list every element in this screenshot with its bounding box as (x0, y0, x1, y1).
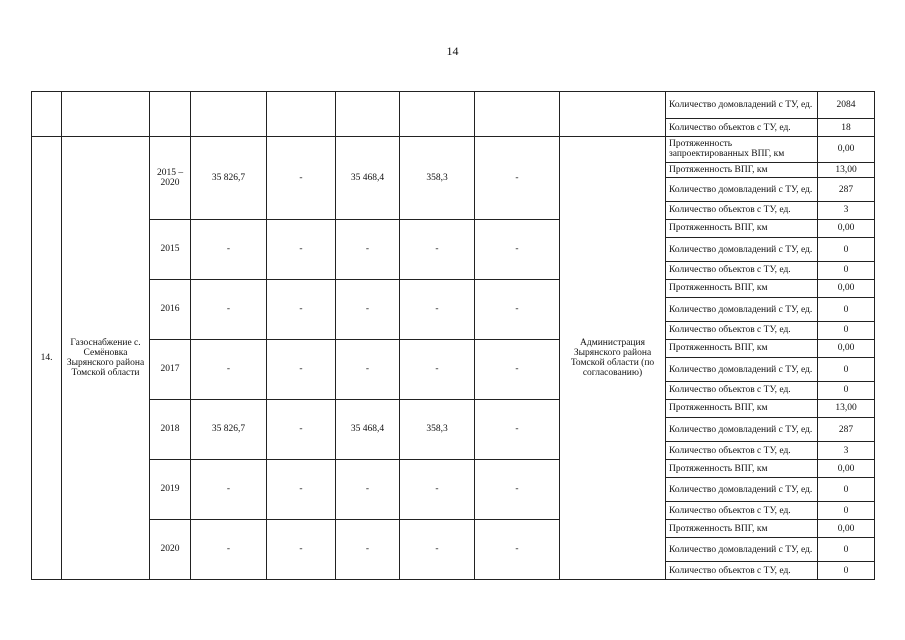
local-budget-cell: - (400, 219, 475, 279)
indicator-label: Протяженность запроектированных ВПГ, км (666, 136, 818, 162)
indicator-value: 0 (818, 238, 875, 262)
indicator-label: Количество объектов с ТУ, ед. (666, 382, 818, 399)
indicator-value: 0 (818, 502, 875, 519)
period-cell: 2016 (150, 279, 191, 339)
cell-empty (267, 92, 336, 137)
indicator-value: 0 (818, 562, 875, 580)
indicator-label: Протяженность ВПГ, км (666, 162, 818, 177)
total-funding-cell: - (191, 339, 267, 399)
indicator-value: 0 (818, 262, 875, 279)
federal-budget-cell: - (267, 219, 336, 279)
federal-budget-cell: - (267, 279, 336, 339)
program-table (31, 91, 875, 580)
item-number: 14. (32, 136, 62, 579)
table-row (32, 279, 875, 298)
total-funding-cell: - (191, 279, 267, 339)
period-cell: 2019 (150, 459, 191, 519)
indicator-value: 0,00 (818, 339, 875, 358)
cell-empty (62, 92, 150, 137)
indicator-value: 0,00 (818, 459, 875, 478)
indicator-value: 0,00 (818, 279, 875, 298)
federal-budget-cell: - (267, 459, 336, 519)
regional-budget-cell: - (336, 279, 400, 339)
indicator-value: 0,00 (818, 136, 875, 162)
federal-budget-cell: - (267, 339, 336, 399)
indicator-label: Количество объектов с ТУ, ед. (666, 562, 818, 580)
extra-budget-cell: - (475, 399, 560, 459)
indicator-value: 0 (818, 538, 875, 562)
indicator-label: Количество объектов с ТУ, ед. (666, 442, 818, 459)
indicator-value: 0 (818, 298, 875, 322)
cell-empty (400, 92, 475, 137)
table-row (32, 519, 875, 538)
regional-budget-cell: - (336, 459, 400, 519)
extra-budget-cell: - (475, 136, 560, 219)
indicator-label: Количество домовладений с ТУ, ед. (666, 358, 818, 382)
cell-empty (32, 92, 62, 137)
regional-budget-cell: 35 468,4 (336, 136, 400, 219)
item-name: Газоснабжение с. Семёновка Зырянского района Томской области (62, 136, 150, 579)
total-funding-cell: 35 826,7 (191, 399, 267, 459)
table-row (32, 399, 875, 418)
local-budget-cell: - (400, 339, 475, 399)
cell-empty (560, 92, 666, 137)
indicator-label: Количество объектов с ТУ, ед. (666, 202, 818, 219)
indicator-label: Количество объектов с ТУ, ед. (666, 119, 818, 136)
indicator-label: Протяженность ВПГ, км (666, 399, 818, 418)
local-budget-cell: - (400, 279, 475, 339)
regional-budget-cell: 35 468,4 (336, 399, 400, 459)
indicator-value: 2084 (818, 92, 875, 119)
cell-empty (475, 92, 560, 137)
indicator-value: 0,00 (818, 519, 875, 538)
total-funding-cell: - (191, 219, 267, 279)
indicator-value: 18 (818, 119, 875, 136)
indicator-value: 287 (818, 418, 875, 442)
regional-budget-cell: - (336, 339, 400, 399)
cell-empty (336, 92, 400, 137)
cell-empty (150, 92, 191, 137)
extra-budget-cell: - (475, 339, 560, 399)
regional-budget-cell: - (336, 219, 400, 279)
indicator-value: 0,00 (818, 219, 875, 238)
indicator-label: Количество домовладений с ТУ, ед. (666, 178, 818, 202)
indicator-value: 287 (818, 178, 875, 202)
indicator-label: Количество объектов с ТУ, ед. (666, 262, 818, 279)
total-funding-cell: - (191, 519, 267, 579)
indicator-label: Количество домовладений с ТУ, ед. (666, 298, 818, 322)
indicator-label: Количество домовладений с ТУ, ед. (666, 238, 818, 262)
indicator-value: 3 (818, 202, 875, 219)
indicator-label: Протяженность ВПГ, км (666, 519, 818, 538)
period-cell: 2017 (150, 339, 191, 399)
table-row (32, 339, 875, 358)
local-budget-cell: - (400, 459, 475, 519)
indicator-value: 13,00 (818, 162, 875, 177)
indicator-label: Количество домовладений с ТУ, ед. (666, 478, 818, 502)
federal-budget-cell: - (267, 399, 336, 459)
federal-budget-cell: - (267, 136, 336, 219)
indicator-label: Количество объектов с ТУ, ед. (666, 322, 818, 339)
extra-budget-cell: - (475, 519, 560, 579)
indicator-label: Протяженность ВПГ, км (666, 459, 818, 478)
table-row (32, 459, 875, 478)
indicator-value: 0 (818, 382, 875, 399)
indicator-label: Количество домовладений с ТУ, ед. (666, 538, 818, 562)
total-funding-cell: - (191, 459, 267, 519)
indicator-label: Протяженность ВПГ, км (666, 219, 818, 238)
table-body (32, 92, 875, 580)
period-cell: 2020 (150, 519, 191, 579)
local-budget-cell: - (400, 519, 475, 579)
period-cell: 2015 (150, 219, 191, 279)
indicator-label: Протяженность ВПГ, км (666, 279, 818, 298)
indicator-label: Количество домовладений с ТУ, ед. (666, 418, 818, 442)
indicator-label: Протяженность ВПГ, км (666, 339, 818, 358)
table-row (32, 219, 875, 238)
table-row (32, 136, 875, 162)
indicator-value: 13,00 (818, 399, 875, 418)
extra-budget-cell: - (475, 459, 560, 519)
extra-budget-cell: - (475, 219, 560, 279)
indicator-label: Количество домовладений с ТУ, ед. (666, 92, 818, 119)
indicator-value: 0 (818, 322, 875, 339)
cell-empty (191, 92, 267, 137)
federal-budget-cell: - (267, 519, 336, 579)
local-budget-cell: 358,3 (400, 136, 475, 219)
period-cell: 2015 – 2020 (150, 136, 191, 219)
indicator-value: 0 (818, 478, 875, 502)
regional-budget-cell: - (336, 519, 400, 579)
total-funding-cell: 35 826,7 (191, 136, 267, 219)
indicator-value: 0 (818, 358, 875, 382)
indicator-label: Количество объектов с ТУ, ед. (666, 502, 818, 519)
table-row-prev-1 (32, 92, 875, 119)
extra-budget-cell: - (475, 279, 560, 339)
executor-cell: Администрация Зырянского района Томской области (по согласованию) (560, 136, 666, 579)
page-number: 14 (446, 44, 459, 58)
period-cell: 2018 (150, 399, 191, 459)
indicator-value: 3 (818, 442, 875, 459)
local-budget-cell: 358,3 (400, 399, 475, 459)
